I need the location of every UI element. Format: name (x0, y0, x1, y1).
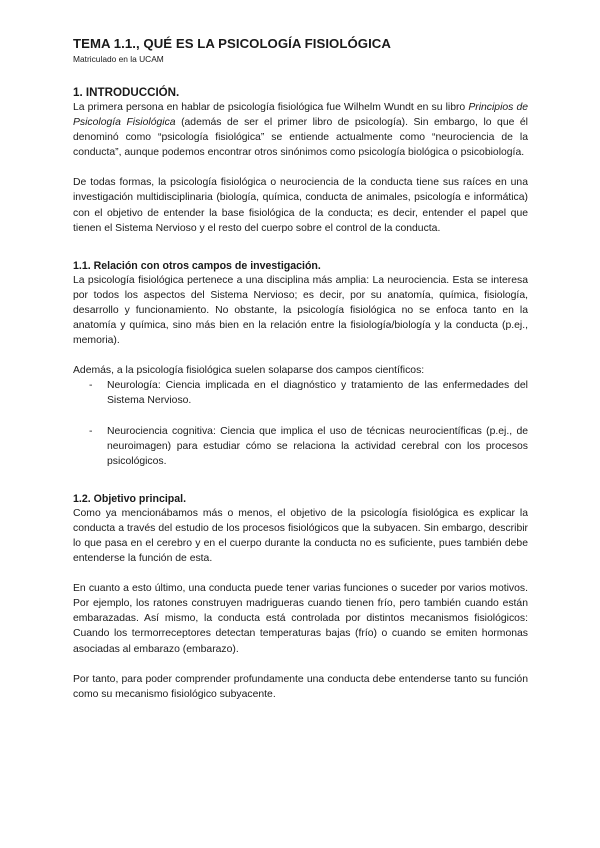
intro-paragraph-1 (73, 100, 528, 160)
document-subtitle: Matriculado en la UCAM (73, 54, 164, 64)
relacion-paragraph-1: La psicología fisiológica pertenece a una disciplina más amplia: La neurociencia. Esta se interesa por todos los aspectos del Sistema Nervioso; es decir, por su anatomía, química, fisiología, desarrollo y funcionamiento. No obstante, la psicología fisiológica no se enfoca tanto en la anatomía y química, sino más bien en la relación entre la fisiología/biología y la conducta (p.ej., memoria). (73, 274, 528, 347)
document-title: TEMA 1.1., QUÉ ES LA PSICOLOGÍA FISIOLÓGICA (73, 36, 391, 51)
section-heading-introduccion: 1. INTRODUCCIÓN. (73, 86, 180, 99)
relacion-paragraph-2: Además, a la psicología fisiológica suelen solaparse dos campos científicos: (73, 365, 425, 377)
book-title: Principios de Psicología Fisiológica (73, 102, 528, 129)
objetivo-paragraph-3: Por tanto, para poder comprender profundamente una conducta debe entenderse tanto su función como su mecanismo fisiológico subyacente. (73, 673, 528, 700)
intro-paragraph-2: De todas formas, la psicología fisiológica o neurociencia de la conducta tiene sus raíces en una investigación multidisciplinaria (biología, química, conducta de animales, psicología e informática) con el objetivo de entender la base fisiológica de la conducta; es decir, entender el papel que tienen el Sistema Nervioso y el resto del cuerpo sobre el control de la conducta. (73, 177, 528, 234)
section-heading-objetivo: 1.2. Objetivo principal. (73, 492, 187, 505)
related-fields-list (73, 378, 528, 468)
document-page (73, 36, 528, 702)
list-item: - Neurología: Ciencia implicada en el diagnóstico y tratamiento de las enfermedades del Sistema Nervioso. (89, 378, 528, 408)
list-item: - Neurociencia cognitiva: Ciencia que implica el uso de técnicas neurocientíficas (p.ej., de neuroimagen) para estudiar cómo se relaciona la actividad cerebral con los procesos psicológicos. (89, 424, 528, 469)
section-heading-relacion: 1.1. Relación con otros campos de investigación. (73, 259, 321, 272)
objetivo-paragraph-1: Como ya mencionábamos más o menos, el objetivo de la psicología fisiológica es explicar la conducta a través del estudio de los procesos fisiológicos que la subyacen. Sin embargo, describir lo que pasa en el cerebro y en el cuerpo durante la conducta no es suficiente, pues también debe entenderse la función de esta. (73, 507, 528, 565)
intro-paragraph-1-text-b: (además de ser el primer libro de psicología). Sin embargo, lo que él denominó como “psicología fisiológica” se entiende actualmente como “neurociencia de la conducta”, aunque podemos encontrar otros sinónimos como psicología biológica o psicobiología. (73, 117, 528, 159)
objetivo-paragraph-2: En cuanto a esto último, una conducta puede tener varias funciones o suceder por varios motivos. Por ejemplo, los ratones construyen madrigueras cuando tienen frío, pero también cuando están embarazadas. Así mismo, la conducta está controlada por distintos mecanismos fisiológicos: Cuando los termorreceptores detectan temperaturas bajas (frío) o cuando se emiten hormonas asociadas al embarazo (embarazo). (73, 583, 528, 655)
intro-paragraph-1-text-a: La primera persona en hablar de psicología fisiológica fue Wilhelm Wundt en su libro (73, 102, 469, 113)
